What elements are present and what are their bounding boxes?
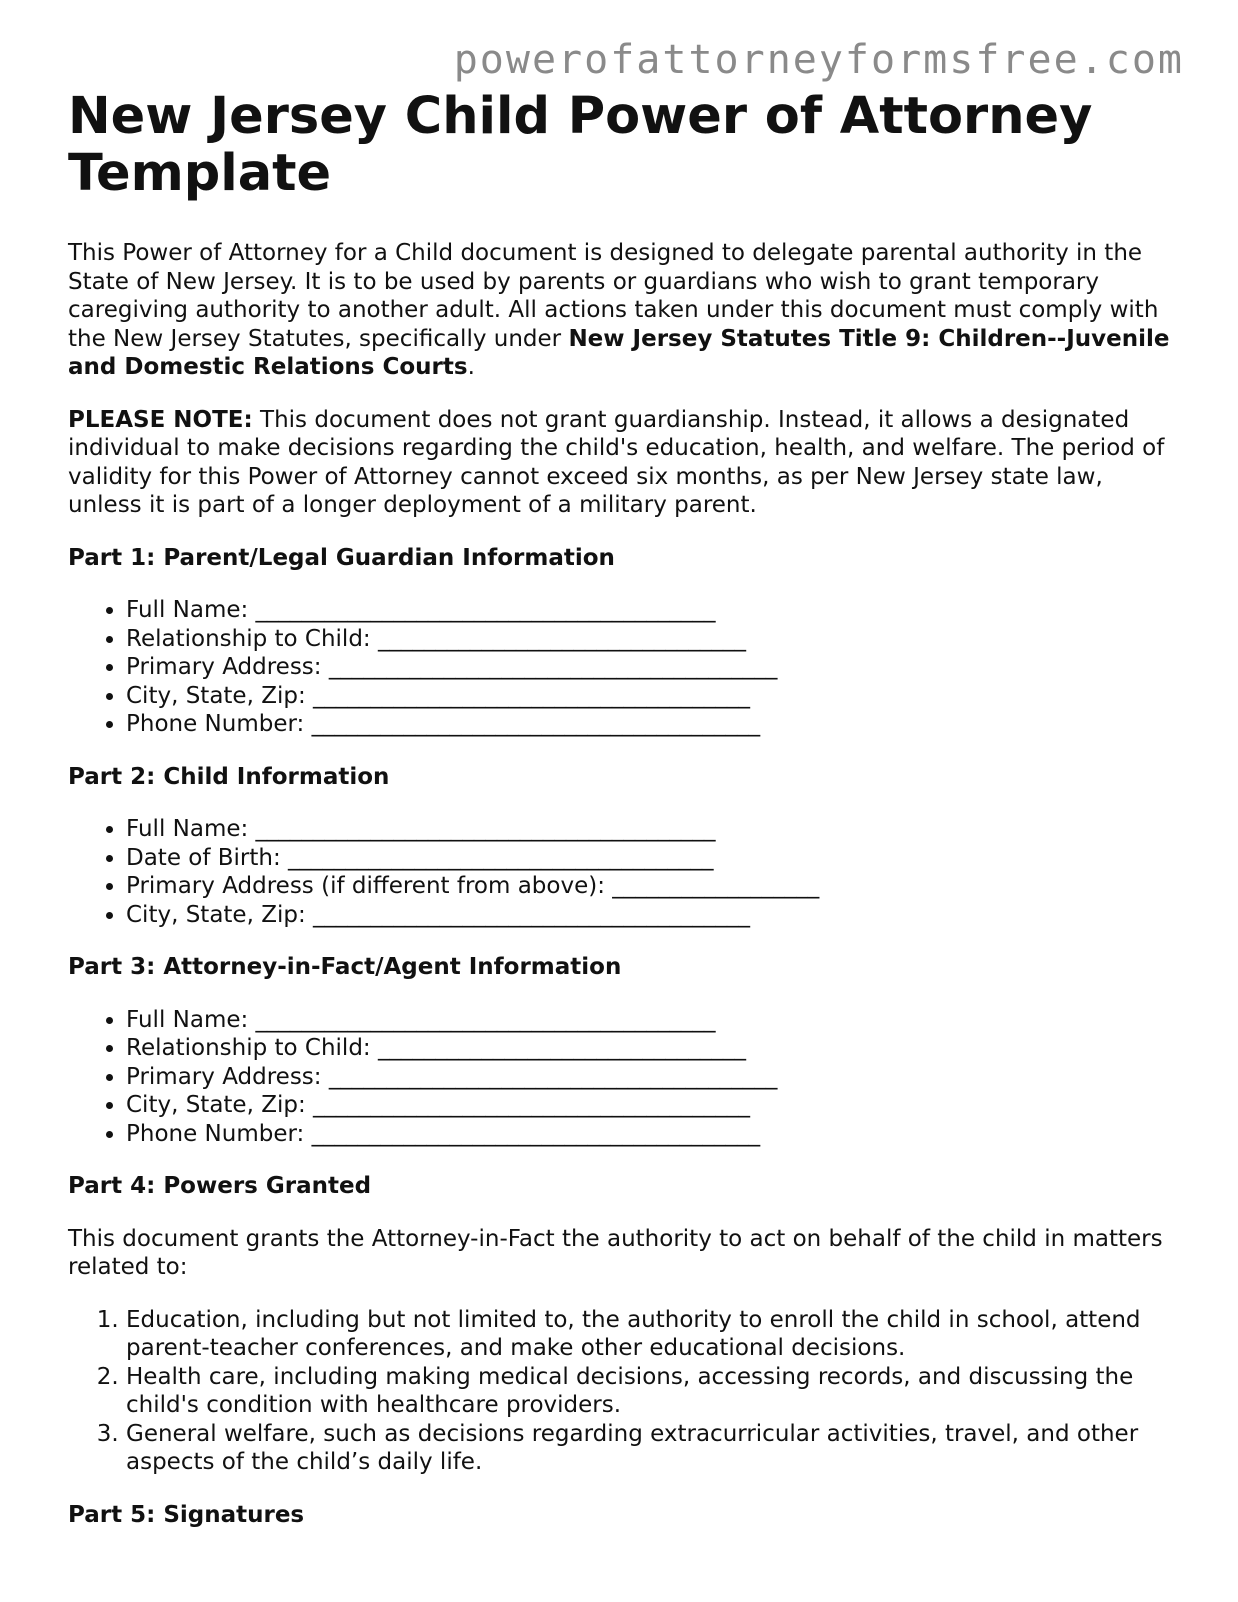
intro-end: . — [467, 354, 475, 380]
intro-text: This Power of Attorney for a Child document is designed to delegate parental authority in the State of New Jersey. It is to be used by parents or guardians who wish to grant temporary caregiving authority to another adult. All actions taken under this document must comply with the New Jersey Statutes, specifically under — [68, 240, 1159, 352]
part3-field-relationship[interactable]: • Relationship to Child: ________________________________ — [126, 1034, 1178, 1063]
part2-field-date-of-birth[interactable]: • Date of Birth: _____________________________________ — [126, 844, 1178, 873]
note-paragraph — [68, 406, 1178, 520]
part2-field-full-name[interactable]: • Full Name: ________________________________________ — [126, 815, 1178, 844]
part3-field-address[interactable]: • Primary Address: _______________________________________ — [126, 1063, 1178, 1092]
part4-text: This document grants the Attorney-in-Fact the authority to act on behalf of the child in matters related to: — [68, 1225, 1163, 1280]
part2-field-address[interactable]: • Primary Address (if different from above): __________________ — [126, 872, 1178, 901]
part4-powers-list — [68, 1306, 1178, 1477]
part2-field-city-state-zip[interactable]: • City, State, Zip: ______________________________________ — [126, 901, 1178, 930]
part1-field-address[interactable]: • Primary Address: _______________________________________ — [126, 653, 1178, 682]
part4-heading: Part 4: Powers Granted — [68, 1173, 372, 1199]
power-item-education: 1. Education, including but not limited to, the authority to enroll the child in school, attend parent-teacher conferences, and make other educational decisions. — [126, 1306, 1178, 1363]
part1-field-relationship[interactable]: • Relationship to Child: ________________________________ — [126, 625, 1178, 654]
document-title: New Jersey Child Power of Attorney Template — [68, 87, 1093, 203]
power-item-general-welfare: 3. General welfare, such as decisions regarding extracurricular activities, travel, and other aspects of the child’s daily life. — [126, 1420, 1178, 1477]
document-page — [68, 88, 1178, 1529]
watermark: powerofattorneyformsfree.com — [453, 37, 1184, 83]
part3-field-city-state-zip[interactable]: • City, State, Zip: ______________________________________ — [126, 1091, 1178, 1120]
part2-fields — [68, 815, 1178, 929]
part1-heading: Part 1: Parent/Legal Guardian Information — [68, 544, 615, 571]
intro-statute: New Jersey Statutes Title 9: Children--Juvenile and Domestic Relations Courts — [68, 325, 1170, 380]
part1-field-full-name[interactable]: • Full Name: ________________________________________ — [126, 596, 1178, 625]
intro-paragraph — [68, 239, 1178, 382]
part5-heading: Part 5: Signatures — [68, 1501, 305, 1528]
part2-heading: Part 2: Child Information — [68, 763, 390, 790]
part1-field-city-state-zip[interactable]: • City, State, Zip: ______________________________________ — [126, 682, 1178, 711]
part3-fields — [68, 1006, 1178, 1149]
part3-field-full-name[interactable]: • Full Name: ________________________________________ — [126, 1006, 1178, 1035]
part3-field-phone[interactable]: • Phone Number: _______________________________________ — [126, 1120, 1178, 1149]
part1-field-phone[interactable]: • Phone Number: _______________________________________ — [126, 710, 1178, 739]
part1-fields — [68, 596, 1178, 739]
note-label: PLEASE NOTE: — [68, 406, 253, 433]
part3-heading: Part 3: Attorney-in-Fact/Agent Information — [68, 954, 622, 980]
note-text: This document does not grant guardianship. Instead, it allows a designated individual to make decisions regarding the child's education, health, and welfare. The period of validity for this Power of Attorney cannot exceed six months, as per New Jersey state law, unless it is part of a longer deployment of a military parent. — [68, 406, 1165, 518]
power-item-health-care: 2. Health care, including making medical decisions, accessing records, and discussing the child's condition with healthcare providers. — [126, 1363, 1178, 1420]
